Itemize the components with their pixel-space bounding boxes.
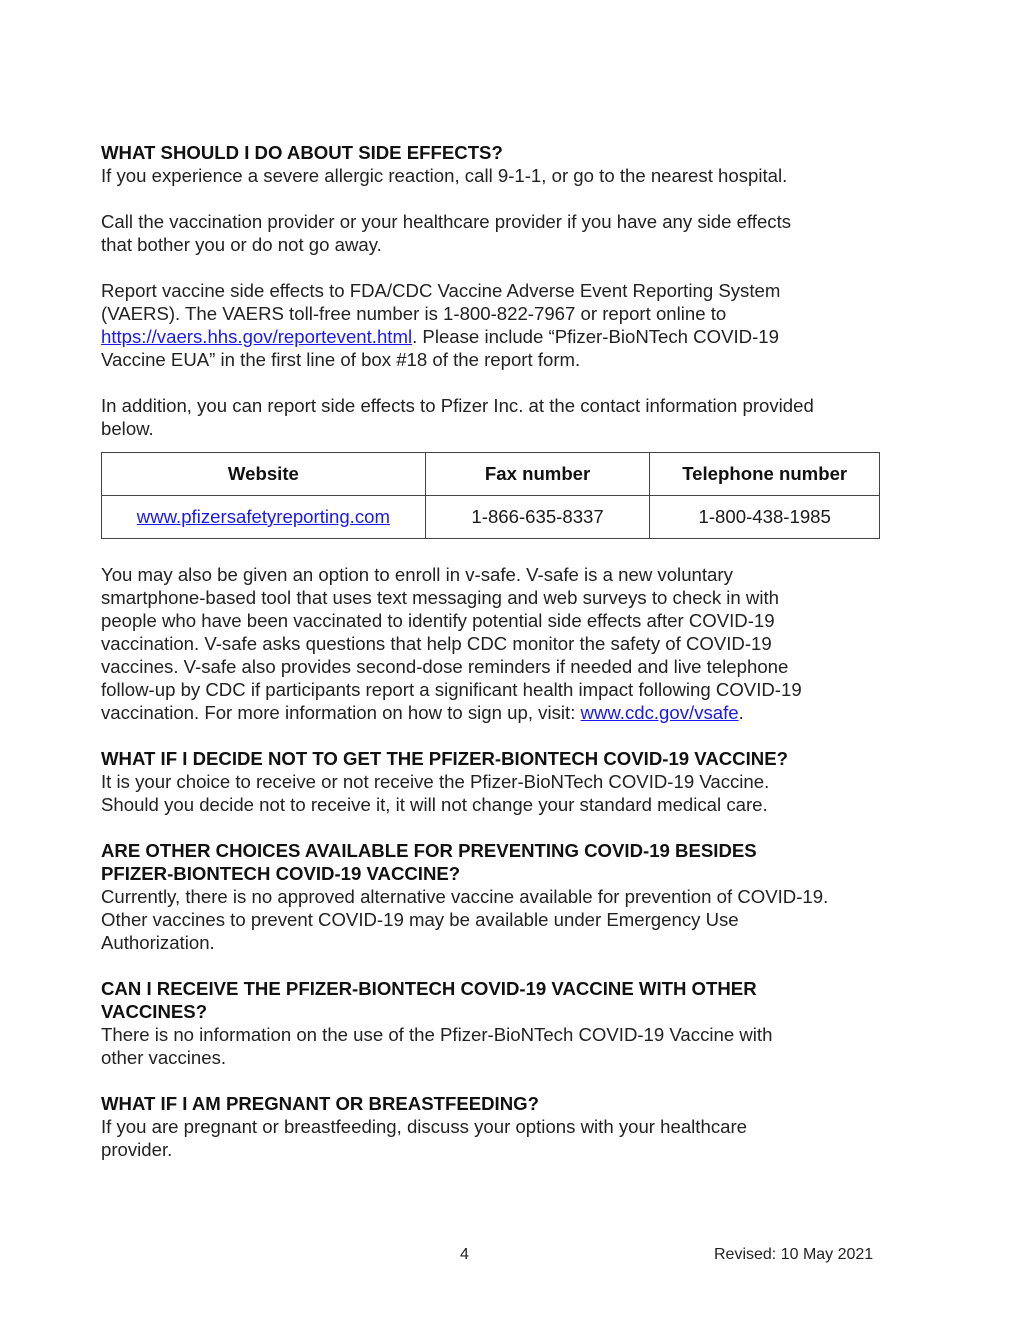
vsafe-line: vaccination. V-safe asks questions that help CDC monitor the safety of COVID-19 [101, 633, 772, 654]
heading-other-choices-2: PFIZER-BIONTECH COVID-19 VACCINE? [101, 863, 461, 884]
document-page [101, 141, 891, 1161]
header-fax: Fax number [425, 453, 650, 496]
paragraph-allergic: If you experience a severe allergic reaction, call 9-1-1, or go to the nearest hospital. [101, 165, 788, 186]
table-header-row [102, 453, 880, 496]
header-telephone: Telephone number [650, 453, 880, 496]
heading-side-effects: WHAT SHOULD I DO ABOUT SIDE EFFECTS? [101, 142, 503, 163]
vsafe-line: follow-up by CDC if participants report a significant health impact following COVID-19 [101, 679, 802, 700]
cell-website [102, 496, 426, 539]
other-choices-line-3: Authorization. [101, 932, 215, 953]
vsafe-last-suffix: . [738, 702, 744, 723]
vaers-text-rest: . Please include “Pfizer-BioNTech COVID-19 [412, 326, 779, 347]
vsafe-line: vaccines. V-safe also provides second-dose reminders if needed and live telephone [101, 656, 789, 677]
decide-not-line-1: It is your choice to receive or not receive the Pfizer-BioNTech COVID-19 Vaccine. [101, 771, 770, 792]
page-number: 4 [460, 1246, 469, 1263]
contact-table [101, 452, 880, 539]
heading-other-vaccines-2: VACCINES? [101, 1001, 208, 1022]
heading-other-vaccines-1: CAN I RECEIVE THE PFIZER-BIONTECH COVID-19 VACCINE WITH OTHER [101, 978, 757, 999]
header-website: Website [102, 453, 426, 496]
heading-pregnant: WHAT IF I AM PREGNANT OR BREASTFEEDING? [101, 1093, 539, 1114]
paragraph-pfizer-contact-2: below. [101, 418, 154, 439]
vsafe-last-line [101, 701, 891, 724]
paragraph-pfizer-contact-1: In addition, you can report side effects to Pfizer Inc. at the contact information provided [101, 395, 814, 416]
vsafe-link[interactable]: www.cdc.gov/vsafe [580, 702, 739, 723]
table-row [102, 496, 880, 539]
heading-other-choices-1: ARE OTHER CHOICES AVAILABLE FOR PREVENTING COVID-19 BESIDES [101, 840, 757, 861]
paragraph-vaers-2: (VAERS). The VAERS toll-free number is 1-800-822-7967 or report online to [101, 303, 727, 324]
vaers-link[interactable]: https://vaers.hhs.gov/reportevent.html [101, 326, 413, 347]
vsafe-line: You may also be given an option to enroll in v-safe. V-safe is a new voluntary [101, 564, 733, 585]
vsafe-line: people who have been vaccinated to identify potential side effects after COVID-19 [101, 610, 775, 631]
other-vaccines-line-1: There is no information on the use of the Pfizer-BioNTech COVID-19 Vaccine with [101, 1024, 773, 1045]
cell-fax: 1-866-635-8337 [425, 496, 650, 539]
paragraph-vaers-4: Vaccine EUA” in the first line of box #18 of the report form. [101, 349, 581, 370]
vsafe-last-prefix: vaccination. For more information on how to sign up, visit: [101, 702, 581, 723]
cell-telephone: 1-800-438-1985 [650, 496, 880, 539]
revised-date: Revised: 10 May 2021 [714, 1246, 874, 1263]
paragraph-call-provider-1: Call the vaccination provider or your healthcare provider if you have any side effects [101, 211, 792, 232]
other-choices-line-2: Other vaccines to prevent COVID-19 may be available under Emergency Use [101, 909, 739, 930]
decide-not-line-2: Should you decide not to receive it, it will not change your standard medical care. [101, 794, 768, 815]
other-vaccines-line-2: other vaccines. [101, 1047, 227, 1068]
pregnant-line-2: provider. [101, 1139, 173, 1160]
pfizer-safety-link[interactable]: www.pfizersafetyreporting.com [136, 506, 390, 527]
paragraph-call-provider-2: that bother you or do not go away. [101, 234, 382, 255]
other-choices-line-1: Currently, there is no approved alternative vaccine available for prevention of COVID-19. [101, 886, 829, 907]
heading-decide-not: WHAT IF I DECIDE NOT TO GET THE PFIZER-BIONTECH COVID-19 VACCINE? [101, 748, 788, 769]
pregnant-line-1: If you are pregnant or breastfeeding, discuss your options with your healthcare [101, 1116, 747, 1137]
paragraph-vaers-3 [101, 325, 891, 348]
vsafe-line: smartphone-based tool that uses text messaging and web surveys to check in with [101, 587, 779, 608]
paragraph-vaers-1: Report vaccine side effects to FDA/CDC Vaccine Adverse Event Reporting System [101, 280, 781, 301]
